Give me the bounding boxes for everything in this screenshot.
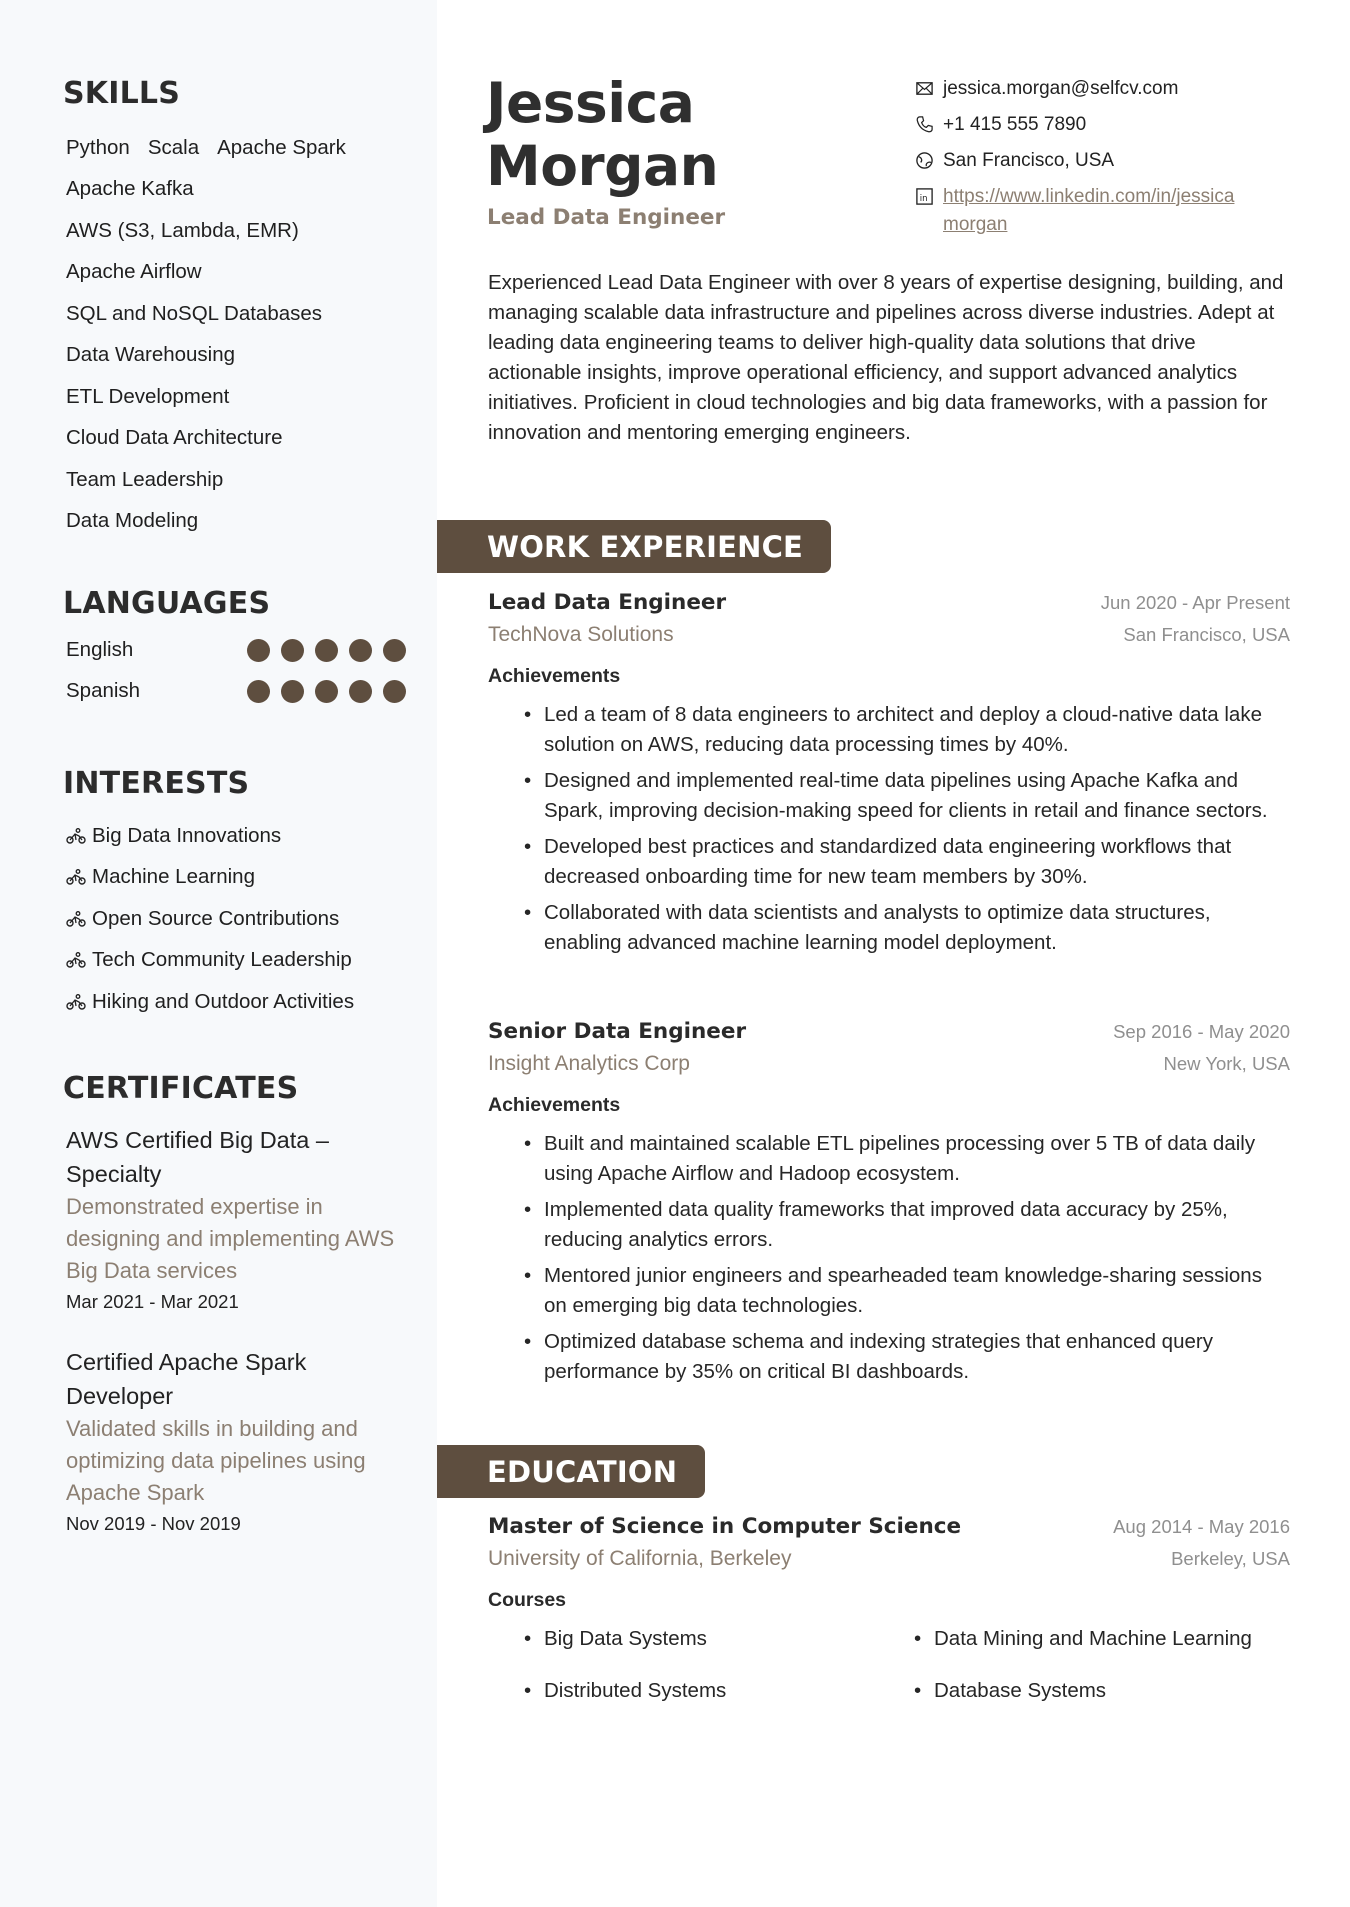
skill-item: Scala [147, 135, 200, 159]
level-dot-icon [247, 680, 270, 703]
level-dot-icon [383, 680, 406, 703]
linkedin-icon [915, 187, 934, 206]
skill-item: Apache Kafka [66, 177, 194, 201]
skill-row [66, 127, 406, 169]
phone-icon [915, 115, 934, 134]
contact-location [915, 147, 1295, 175]
certificate-title: Certified Apache Spark Developer [66, 1349, 307, 1409]
skill-item: Team Leadership [66, 467, 224, 491]
phone-text[interactable]: +1 415 555 7890 [943, 114, 1087, 135]
skill-row [66, 252, 406, 294]
achievements-heading: Achievements [488, 665, 621, 687]
mail-icon [915, 79, 934, 98]
skill-item: Cloud Data Architecture [66, 426, 283, 450]
location-text: San Francisco, USA [943, 150, 1115, 171]
contact-linkedin [915, 183, 1295, 239]
achievement-item: • Developed best practices and standardized data engineering workflows that decreased onboarding time for new team members by 30%. [524, 832, 1290, 892]
job-role: Lead Data Engineer [488, 590, 727, 615]
skill-row [66, 418, 406, 460]
achievement-item: • Built and maintained scalable ETL pipelines processing over 5 TB of data daily using Apache Airflow and Hadoop ecosystem. [524, 1129, 1290, 1189]
achievement-item: • Mentored junior engineers and spearheaded team knowledge-sharing sessions on emerging big data technologies. [524, 1261, 1290, 1321]
job-location: New York, USA [1163, 1053, 1290, 1074]
profile-summary: Experienced Lead Data Engineer with over 8 years of expertise designing, building, and managing scalable data infrastructure and pipelines across diverse industries. Adept at leading data engineering teams to deliver high-quality data solutions that drive actionable insights, improve operational efficiency, and support advanced analytics initiatives. Proficient in cloud technologies and big data frameworks, with a passion for innovation and mentoring emerging engineers. [488, 271, 1284, 444]
skill-item: AWS (S3, Lambda, EMR) [66, 218, 299, 242]
contact-list [915, 75, 1295, 247]
bicycle-icon [66, 952, 86, 968]
bicycle-icon [66, 869, 86, 885]
interest-label: Open Source Contributions [92, 906, 340, 930]
skill-item: Apache Spark [217, 135, 346, 159]
certificate-description: Validated skills in building and optimizing data pipelines using Apache Spark [66, 1416, 366, 1505]
level-dot-icon [315, 639, 338, 662]
first-name: Jessica [486, 71, 695, 135]
level-dot-icon [281, 680, 304, 703]
linkedin-link[interactable]: https://www.linkedin.com/in/jessica morgan [943, 186, 1235, 235]
skill-item: Data Modeling [66, 509, 199, 533]
skills-heading: SKILLS [63, 76, 181, 111]
level-dot-icon [349, 639, 372, 662]
contact-phone [915, 111, 1295, 139]
work-entry [488, 590, 1290, 964]
skill-item: SQL and NoSQL Databases [66, 301, 323, 325]
languages-heading: LANGUAGES [63, 586, 271, 621]
achievements-list [488, 1129, 1290, 1387]
education-entry [488, 1514, 1290, 1706]
education-banner [437, 1445, 705, 1498]
achievement-item: • Collaborated with data scientists and analysts to optimize data structures, enabling advanced machine learning model deployment. [524, 898, 1290, 958]
job-dates: Sep 2016 - May 2020 [1113, 1021, 1290, 1042]
language-level-dots [247, 680, 406, 703]
bicycle-icon [66, 828, 86, 844]
education-location: Berkeley, USA [1171, 1548, 1290, 1569]
interest-label: Big Data Innovations [92, 823, 282, 847]
skill-row [66, 169, 406, 211]
degree: Master of Science in Computer Science [488, 1514, 962, 1539]
certificate-item [66, 1345, 406, 1539]
level-dot-icon [349, 680, 372, 703]
skill-item: ETL Development [66, 384, 230, 408]
level-dot-icon [315, 680, 338, 703]
skill-row [66, 501, 406, 543]
certificate-dates: Mar 2021 - Mar 2021 [66, 1291, 239, 1312]
interest-label: Tech Community Leadership [92, 948, 352, 972]
certificate-item [66, 1123, 406, 1317]
work-experience-banner [437, 520, 831, 573]
email-text[interactable]: jessica.morgan@selfcv.com [943, 78, 1179, 99]
interest-label: Hiking and Outdoor Activities [92, 989, 355, 1013]
courses-heading: Courses [488, 1589, 567, 1611]
achievement-item: • Led a team of 8 data engineers to architect and deploy a cloud-native data lake solution on AWS, reducing data processing times by 40%. [524, 700, 1290, 760]
job-company: TechNova Solutions [488, 623, 674, 646]
interest-item [66, 898, 354, 940]
skill-item: Python [66, 135, 130, 159]
certificate-description: Demonstrated expertise in designing and implementing AWS Big Data services [66, 1194, 395, 1283]
achievements-list [488, 700, 1290, 958]
contact-email [915, 75, 1295, 103]
job-company: Insight Analytics Corp [488, 1052, 690, 1075]
skill-item: Data Warehousing [66, 343, 236, 367]
language-level-dots [247, 639, 406, 662]
skill-row [66, 293, 406, 335]
last-name: Morgan [486, 134, 719, 198]
school: University of California, Berkeley [488, 1547, 792, 1570]
interests-heading: INTERESTS [63, 766, 250, 801]
skill-row [66, 210, 406, 252]
courses-list [488, 1624, 1290, 1706]
achievement-item: • Implemented data quality frameworks that improved data accuracy by 25%, reducing analytics errors. [524, 1195, 1290, 1255]
level-dot-icon [281, 639, 304, 662]
sidebar [0, 0, 437, 1907]
candidate-title: Lead Data Engineer [487, 205, 726, 230]
work-experience-heading: WORK EXPERIENCE [487, 529, 804, 564]
level-dot-icon [383, 639, 406, 662]
education-dates: Aug 2014 - May 2016 [1113, 1516, 1290, 1537]
skill-row [66, 376, 406, 418]
bicycle-icon [66, 911, 86, 927]
language-name: English [66, 638, 134, 661]
course-item: • Big Data Systems [524, 1624, 914, 1654]
achievement-item: • Designed and implemented real-time data pipelines using Apache Kafka and Spark, improving decision-making speed for clients in retail and finance sectors. [524, 766, 1290, 826]
interests-list [66, 815, 354, 1023]
language-name: Spanish [66, 679, 141, 702]
certificates-heading: CERTIFICATES [63, 1071, 299, 1106]
bicycle-icon [66, 994, 86, 1010]
svg-text:in: in [919, 193, 928, 204]
job-dates: Jun 2020 - Apr Present [1100, 592, 1290, 613]
skill-item: Apache Airflow [66, 260, 202, 284]
language-row-english [66, 638, 406, 662]
course-item: • Data Mining and Machine Learning [914, 1624, 1304, 1654]
interest-item [66, 940, 354, 982]
work-entry [488, 1019, 1290, 1393]
course-item: • Distributed Systems [524, 1676, 914, 1706]
achievements-heading: Achievements [488, 1094, 621, 1116]
job-location: San Francisco, USA [1123, 624, 1290, 645]
candidate-name [486, 72, 718, 198]
interest-label: Machine Learning [92, 865, 255, 889]
education-heading: EDUCATION [487, 1454, 678, 1489]
interest-item [66, 815, 354, 857]
certificate-dates: Nov 2019 - Nov 2019 [66, 1513, 241, 1534]
certificate-title: AWS Certified Big Data – Specialty [66, 1127, 329, 1187]
level-dot-icon [247, 639, 270, 662]
language-row-spanish [66, 679, 406, 703]
skills-list [66, 127, 406, 542]
interest-item [66, 857, 354, 899]
skill-row [66, 335, 406, 377]
achievement-item: • Optimized database schema and indexing strategies that enhanced query performance by 35% on critical BI dashboards. [524, 1327, 1290, 1387]
job-role: Senior Data Engineer [488, 1019, 747, 1044]
course-item: • Database Systems [914, 1676, 1304, 1706]
interest-item [66, 981, 354, 1023]
skill-row [66, 459, 406, 501]
globe-icon [915, 151, 934, 170]
